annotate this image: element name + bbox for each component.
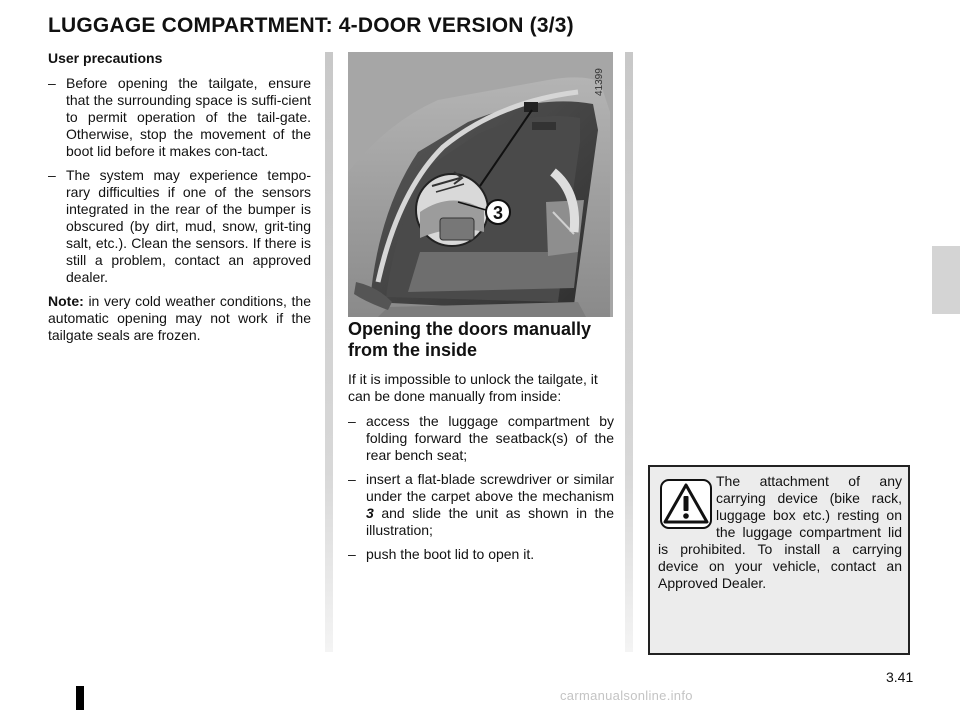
heading-line-2: from the inside <box>348 340 478 360</box>
user-precautions-section <box>48 50 311 344</box>
list-item-text: The system may experience tempo-rary difficulties if one of the sensors integrated in the rear of the bumper is obscured (by dirt, mud, snow, grit-ting salt, etc.). Clean the sensors. If there is still a problem, contact an approved dealer. <box>66 167 311 285</box>
list-item <box>348 413 614 464</box>
list-item-text: push the boot lid to open it. <box>366 546 535 562</box>
page-title: LUGGAGE COMPARTMENT: 4-DOOR VERSION (3/3) <box>48 14 574 37</box>
illustration-code <box>592 58 606 98</box>
item-text-part: and slide the unit as shown in the illustration; <box>366 505 614 538</box>
warning-box <box>648 465 910 655</box>
intro-paragraph: If it is impossible to unlock the tailgate, it can be done manually from inside: <box>348 371 598 404</box>
warning-triangle-icon <box>660 479 712 529</box>
corner-mark <box>76 686 84 710</box>
list-item-text: access the luggage compartment by folding forward the seatback(s) of the rear bench seat; <box>366 413 614 463</box>
list-item <box>348 471 614 539</box>
svg-text:41399: 41399 <box>594 68 605 96</box>
list-dash: – <box>48 75 56 91</box>
manual-opening-section <box>348 319 614 570</box>
list-dash: – <box>48 167 56 183</box>
note-label: Note: <box>48 293 84 309</box>
note-text: in very cold weather conditions, the automatic opening may not work if the tailgate seals are frozen. <box>48 293 311 343</box>
user-precautions-heading: User precautions <box>48 50 163 66</box>
callout-number: 3 <box>492 203 504 223</box>
list-dash: – <box>348 471 356 487</box>
warning-icon-space <box>658 473 716 535</box>
list-item <box>348 546 614 563</box>
list-item <box>48 75 311 160</box>
manual-opening-heading <box>348 319 614 361</box>
mechanism-number: 3 <box>366 505 374 521</box>
car-boot-drawing <box>348 52 613 317</box>
watermark: carmanualsonline.info <box>560 688 693 703</box>
page-number: 3.41 <box>886 669 914 685</box>
tailgate-illustration <box>348 52 613 317</box>
warning-text: The attachment of any carrying device (bike rack, luggage box etc.) resting on the luggage compartment lid is prohibited. To install a carrying device on your vehicle, contact an Approved Dealer. <box>658 473 902 591</box>
list-item <box>48 167 311 286</box>
note-paragraph <box>48 293 311 344</box>
section-thumb-tab <box>932 246 960 314</box>
list-item-text <box>366 471 614 539</box>
column-divider-right <box>625 52 633 652</box>
item-text-part: insert a flat-blade screwdriver or similar under the carpet above the mechanism <box>366 471 614 504</box>
warning-paragraph <box>658 473 902 592</box>
list-dash: – <box>348 413 356 429</box>
heading-line-1: Opening the doors manually <box>348 319 592 339</box>
column-divider-left <box>325 52 333 652</box>
list-item-text: Before opening the tailgate, ensure that the surrounding space is suffi-cient to permit operation of the tail-gate. Otherwise, stop the movement of the boot lid before it makes con-tact. <box>66 75 311 159</box>
list-dash: – <box>348 546 356 562</box>
